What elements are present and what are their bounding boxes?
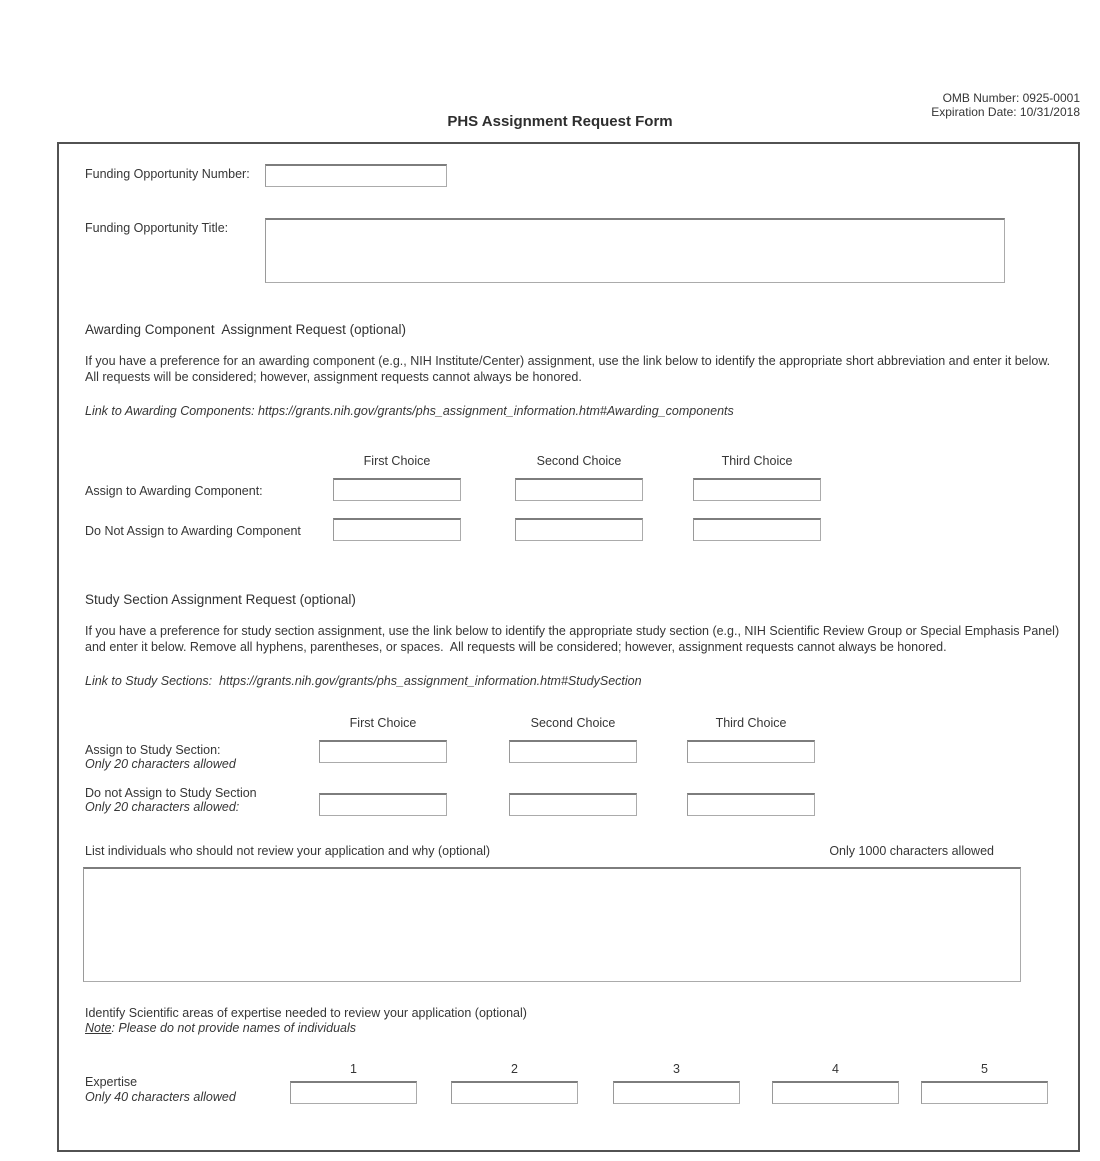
do-not-assign-study-second-choice-input[interactable]: [509, 793, 637, 816]
funding-opportunity-number-label: Funding Opportunity Number:: [85, 167, 250, 181]
funding-opportunity-title-label: Funding Opportunity Title:: [85, 221, 229, 235]
awarding-component-section-heading: Awarding Component Assignment Request (optional): [85, 322, 406, 337]
expertise-column-header-3: 3: [673, 1062, 680, 1076]
assign-awarding-component-label: Assign to Awarding Component:: [85, 484, 263, 498]
assign-study-second-choice-input[interactable]: [509, 740, 637, 763]
awarding-components-link-line: Link to Awarding Components: https://grants.nih.gov/grants/phs_assignment_information.htm#Awarding_components: [85, 404, 734, 418]
awarding-column-header-third-choice: Third Choice: [721, 454, 793, 468]
omb-number-text: OMB Number: 0925-0001: [942, 91, 1080, 105]
expertise-column-header-4: 4: [832, 1062, 839, 1076]
study-section-description: If you have a preference for study section assignment, use the link below to identify the appropriate study section (e.g., NIH Scientific Review Group or Special Emphasis Panel) and enter it below. Remove all hyphens, parentheses, or spaces. All requests will be considered; however, assignment requests cannot always be honored.: [85, 624, 1063, 654]
study-column-header-first-choice: First Choice: [349, 716, 417, 730]
study-column-header-second-choice: Second Choice: [530, 716, 616, 730]
study-column-header-third-choice: Third Choice: [715, 716, 787, 730]
awarding-column-header-second-choice: Second Choice: [536, 454, 622, 468]
assign-awarding-first-choice-input[interactable]: [333, 478, 461, 501]
do-not-assign-awarding-component-label: Do Not Assign to Awarding Component: [85, 524, 301, 538]
study-sections-link-line: Link to Study Sections: https://grants.nih.gov/grants/phs_assignment_information.htm#StudySection: [85, 674, 642, 688]
expertise-column-header-5: 5: [981, 1062, 988, 1076]
assign-study-first-choice-input[interactable]: [319, 740, 447, 763]
expertise-note-line: [85, 1021, 356, 1035]
funding-opportunity-number-input[interactable]: [265, 164, 447, 187]
excluded-reviewers-char-limit-note: Only 1000 characters allowed: [829, 844, 994, 858]
awarding-column-header-first-choice: First Choice: [363, 454, 431, 468]
do-not-assign-awarding-first-choice-input[interactable]: [333, 518, 461, 541]
page-title: PHS Assignment Request Form: [447, 113, 673, 130]
assign-study-section-label: Assign to Study Section:: [85, 743, 221, 757]
do-not-assign-awarding-third-choice-input[interactable]: [693, 518, 821, 541]
form-border: [57, 142, 1080, 1152]
assign-study-section-sublabel: Only 20 characters allowed: [85, 757, 236, 771]
expertise-column-header-2: 2: [511, 1062, 518, 1076]
expertise-column-header-1: 1: [350, 1062, 357, 1076]
assign-awarding-second-choice-input[interactable]: [515, 478, 643, 501]
do-not-assign-study-section-sublabel: Only 20 characters allowed:: [85, 800, 240, 814]
do-not-assign-awarding-second-choice-input[interactable]: [515, 518, 643, 541]
expertise-row-label: Expertise: [85, 1075, 138, 1089]
expertise-row-sublabel: Only 40 characters allowed: [85, 1090, 236, 1104]
funding-opportunity-title-textarea[interactable]: [265, 218, 1005, 283]
expertise-input-5[interactable]: [921, 1081, 1048, 1104]
expertise-input-2[interactable]: [451, 1081, 578, 1104]
assign-awarding-third-choice-input[interactable]: [693, 478, 821, 501]
assign-study-third-choice-input[interactable]: [687, 740, 815, 763]
do-not-assign-study-first-choice-input[interactable]: [319, 793, 447, 816]
expertise-note-rest: : Please do not provide names of individuals: [111, 1021, 356, 1035]
expertise-input-4[interactable]: [772, 1081, 899, 1104]
expertise-note-prefix: Note: [85, 1021, 112, 1035]
do-not-assign-study-third-choice-input[interactable]: [687, 793, 815, 816]
expertise-input-1[interactable]: [290, 1081, 417, 1104]
do-not-assign-study-section-label: Do not Assign to Study Section: [85, 786, 257, 800]
expertise-intro-label: Identify Scientific areas of expertise needed to review your application (optional): [85, 1006, 527, 1020]
study-section-section-heading: Study Section Assignment Request (optional): [85, 592, 356, 607]
omb-expiration-text: Expiration Date: 10/31/2018: [931, 105, 1080, 119]
excluded-reviewers-textarea[interactable]: [83, 867, 1021, 982]
excluded-reviewers-label: List individuals who should not review your application and why (optional): [85, 844, 491, 858]
expertise-input-3[interactable]: [613, 1081, 740, 1104]
awarding-component-description: If you have a preference for an awarding component (e.g., NIH Institute/Center) assignment, use the link below to identify the appropriate short abbreviation and enter it below. All requests will be considered; however, assignment requests cannot always be honored.: [85, 354, 1053, 384]
